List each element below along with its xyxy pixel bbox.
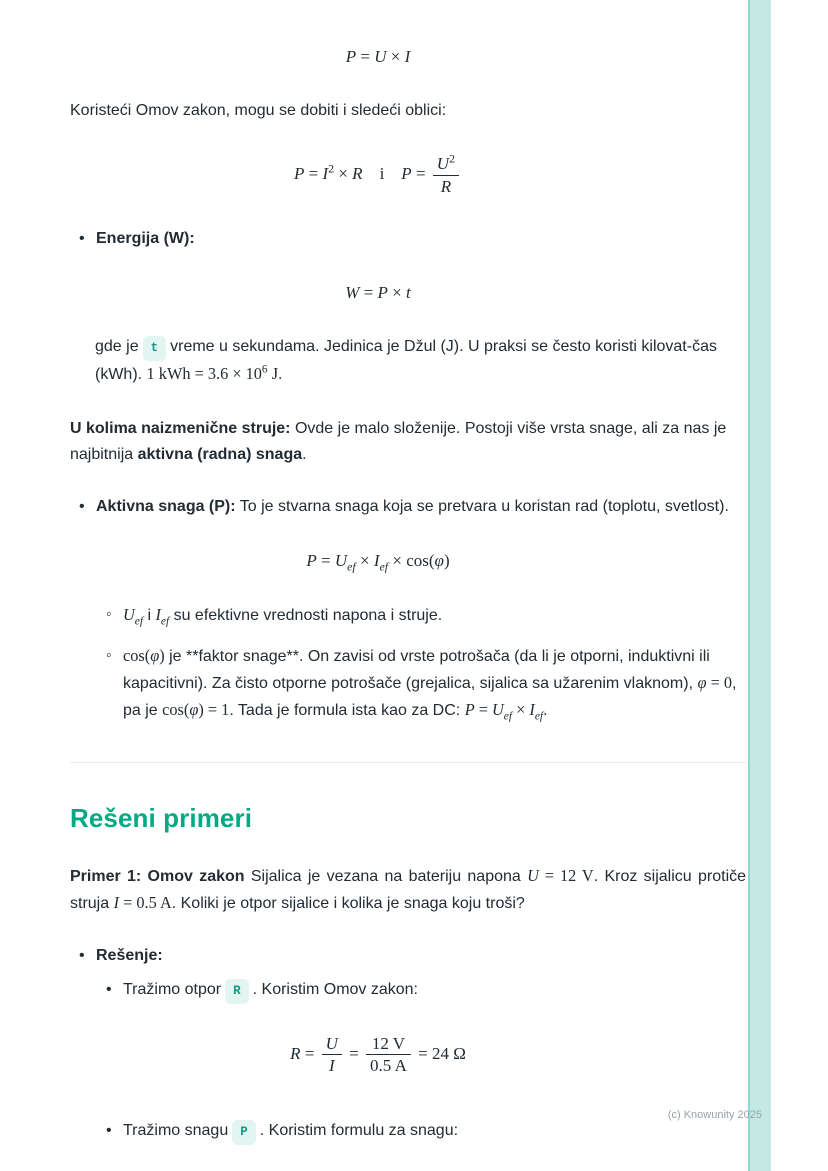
- page-edge-stripe: [748, 0, 771, 1171]
- bullet-faktor-snage-text: cos(φ) je **faktor snage**. On zavisi od vrste potrošača (da li je otporni, induktivni ili kapacitivni). Za čisto otporne potrošače (grejalica, sijalica sa užarenim vlaknom), φ = 0, pa je cos(φ) = 1. Tada je formula ista kao za DC: $P = U_{ef} \times I_{ef}$.: [123, 645, 737, 723]
- bullet-aktivna-snaga-text: Aktivna snaga (P): To je stvarna snaga koja se pretvara u koristan rad (toplotu, svetlost).: [96, 498, 729, 516]
- bullet-efektivne-vrednosti: [106, 602, 746, 629]
- heading-solved-examples: Rešeni primeri: [70, 802, 253, 833]
- bullet-energija: [70, 226, 746, 252]
- formula-power-forms: $P = I^2 \times R$ i P = $\frac{U^2}{R}$: [70, 154, 686, 196]
- section-divider: [70, 762, 746, 763]
- bullet-circle-marker: ◦: [106, 606, 112, 624]
- document-content: [70, 0, 746, 1145]
- inline-math: 1 kWh = $3.6 \times 10^6$ J: [146, 363, 279, 384]
- bullet-disc-marker: •: [106, 980, 112, 998]
- inline-math: $P = U_{ef} \times I_{ef}$: [464, 699, 544, 723]
- paragraph-ohm-intro: Koristeći Omov zakon, mogu se dobiti i sledeći oblici:: [70, 102, 447, 120]
- bullet-efektivne-vrednosti-text: $U_{ef}$ i $I_{ef}$ su efektivne vrednosti napona i struje.: [123, 605, 443, 628]
- formula-resistance-calc: R = $\frac{U}{I}$ = $\frac{12 V}{0.5 A}$ = 24 Ω: [290, 1033, 466, 1076]
- inline-math: cos(φ) = 1: [162, 699, 230, 719]
- bullet-resenje: [70, 943, 746, 969]
- paragraph-ac-intro: U kolima naizmenične struje: Ovde je malo složenije. Postoji više vrsta snage, ali za nas je najbitnija aktivna (radna) snaga.: [70, 420, 727, 464]
- fraction: $\frac{U}{I}$: [322, 1034, 342, 1076]
- formula-active-power: $P = U_{ef} \times I_{ef} \times \cos(\varphi)$: [306, 550, 450, 574]
- formula-energy: W = P × t: [345, 283, 411, 302]
- bullet-trazimo-snagu: [106, 1118, 746, 1145]
- inline-math: U = 12 V: [527, 865, 594, 885]
- bullet-aktivna-snaga: [70, 494, 746, 520]
- bullet-trazimo-otpor-text: Tražimo otpor R . Koristim Omov zakon:: [123, 977, 746, 1004]
- inline-code-chip: P: [232, 1120, 256, 1145]
- inline-math: $I_{ef}$: [155, 605, 170, 628]
- fraction: $\frac{12 V}{0.5 A}$: [366, 1034, 411, 1076]
- bullet-faktor-snage: [106, 643, 746, 724]
- inline-math: I = 0.5 A: [113, 892, 172, 912]
- bullet-disc-marker: •: [79, 946, 85, 964]
- bullet-trazimo-otpor: [106, 977, 746, 1004]
- inline-code-chip: t: [143, 336, 167, 361]
- formula-power-dc: P = U × I: [345, 47, 411, 66]
- bullet-energija-text: Energija (W):: [96, 230, 195, 248]
- bullet-disc-marker: •: [106, 1121, 112, 1139]
- inline-math: $U_{ef}$: [123, 605, 144, 628]
- paragraph-gde-je: gde je t vreme u sekundama. Jedinica je Džul (J). U praksi se često koristi kilovat-čas (kWh). 1 kWh = $3.6 \times 10^6$ J.: [95, 338, 717, 384]
- inline-math: cos(φ): [123, 645, 165, 665]
- bullet-circle-marker: ◦: [106, 646, 112, 664]
- footer-copyright: (c) Knowunity 2025: [667, 1109, 762, 1121]
- inline-code-chip: R: [225, 979, 249, 1004]
- bullet-resenje-text: Rešenje:: [96, 946, 163, 964]
- bullet-disc-marker: •: [79, 230, 85, 248]
- bullet-disc-marker: •: [79, 498, 85, 516]
- paragraph-primer-1: Primer 1: Omov zakon Sijalica je vezana na bateriju napona U = 12 V. Kroz sijalicu protiče struja I = 0.5 A. Koliki je otpor sijalice i kolika je snaga koju troši?: [70, 865, 747, 912]
- fraction: $\frac{U^2}{R}$: [433, 154, 459, 196]
- bullet-trazimo-snagu-text: Tražimo snagu P . Koristim formulu za snagu:: [123, 1118, 746, 1145]
- inline-math: φ = 0: [697, 672, 733, 692]
